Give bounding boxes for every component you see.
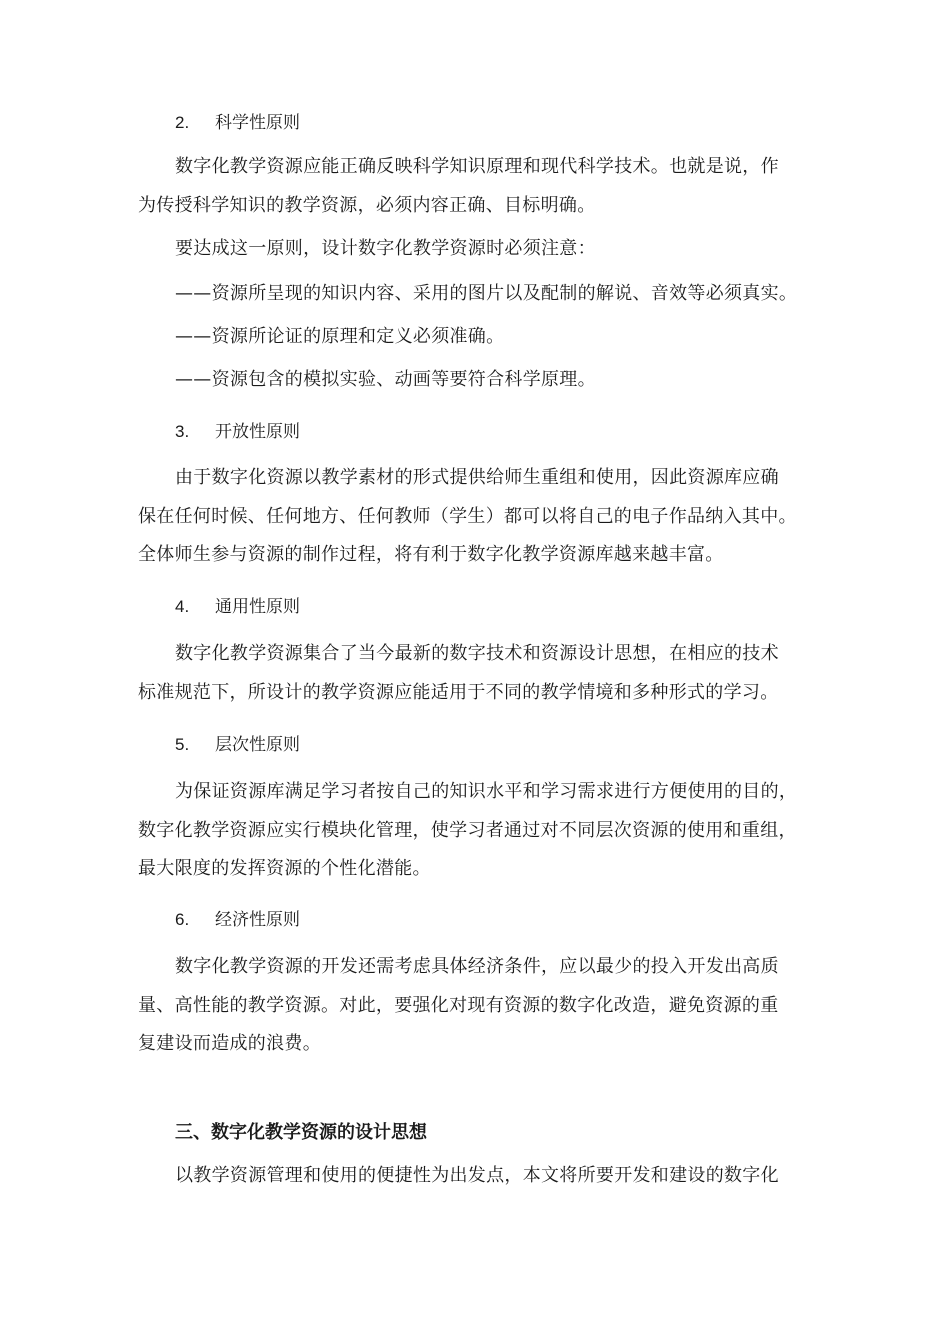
paragraph-line: ——资源所论证的原理和定义必须准确。 [175,326,505,347]
item-title: 开放性原则 [215,422,300,442]
item-number: 5. [175,735,190,754]
paragraph-line: ——资源所呈现的知识内容、采用的图片以及配制的解说、音效等必须真实。 [175,283,798,304]
paragraph-line: 以教学资源管理和使用的便捷性为出发点，本文将所要开发和建设的数字化 [175,1165,779,1186]
paragraph-line: ——资源包含的模拟实验、动画等要符合科学原理。 [175,369,596,390]
item-title: 科学性原则 [215,113,300,133]
item-title: 层次性原则 [215,735,300,755]
paragraph-line: 数字化教学资源应能正确反映科学知识原理和现代科学技术。也就是说，作 [175,156,779,177]
item-heading [175,110,300,136]
item-title: 经济性原则 [215,910,300,930]
item-heading [175,419,300,445]
section-title: 三、数字化教学资源的设计思想 [175,1122,427,1143]
paragraph-line: 保在任何时候、任何地方、任何教师（学生）都可以将自己的电子作品纳入其中。 [138,506,797,527]
paragraph-line: 由于数字化资源以教学素材的形式提供给师生重组和使用，因此资源库应确 [175,467,779,488]
paragraph-line: 全体师生参与资源的制作过程，将有利于数字化教学资源库越来越丰富。 [138,544,724,565]
paragraph-line: 数字化教学资源应实行模块化管理，使学习者通过对不同层次资源的使用和重组， [138,820,797,841]
paragraph-line: 要达成这一原则，设计数字化教学资源时必须注意： [175,238,596,259]
paragraph-line: 数字化教学资源集合了当今最新的数字技术和资源设计思想，在相应的技术 [175,643,779,664]
paragraph-line: 最大限度的发挥资源的个性化潜能。 [138,858,431,879]
paragraph-line: 为传授科学知识的教学资源，必须内容正确、目标明确。 [138,195,596,216]
item-number: 6. [175,910,190,929]
item-number: 3. [175,422,190,441]
paragraph-line: 标准规范下，所设计的教学资源应能适用于不同的教学情境和多种形式的学习。 [138,682,779,703]
item-title: 通用性原则 [215,597,300,617]
item-heading [175,594,300,620]
paragraph-line: 数字化教学资源的开发还需考虑具体经济条件，应以最少的投入开发出高质 [175,956,779,977]
item-number: 2. [175,113,190,132]
paragraph-line: 量、高性能的教学资源。对此，要强化对现有资源的数字化改造，避免资源的重 [138,995,779,1016]
item-heading [175,732,300,758]
item-number: 4. [175,597,190,616]
item-heading [175,907,300,933]
paragraph-line: 为保证资源库满足学习者按自己的知识水平和学习需求进行方便使用的目的， [175,781,798,802]
paragraph-line: 复建设而造成的浪费。 [138,1033,321,1054]
